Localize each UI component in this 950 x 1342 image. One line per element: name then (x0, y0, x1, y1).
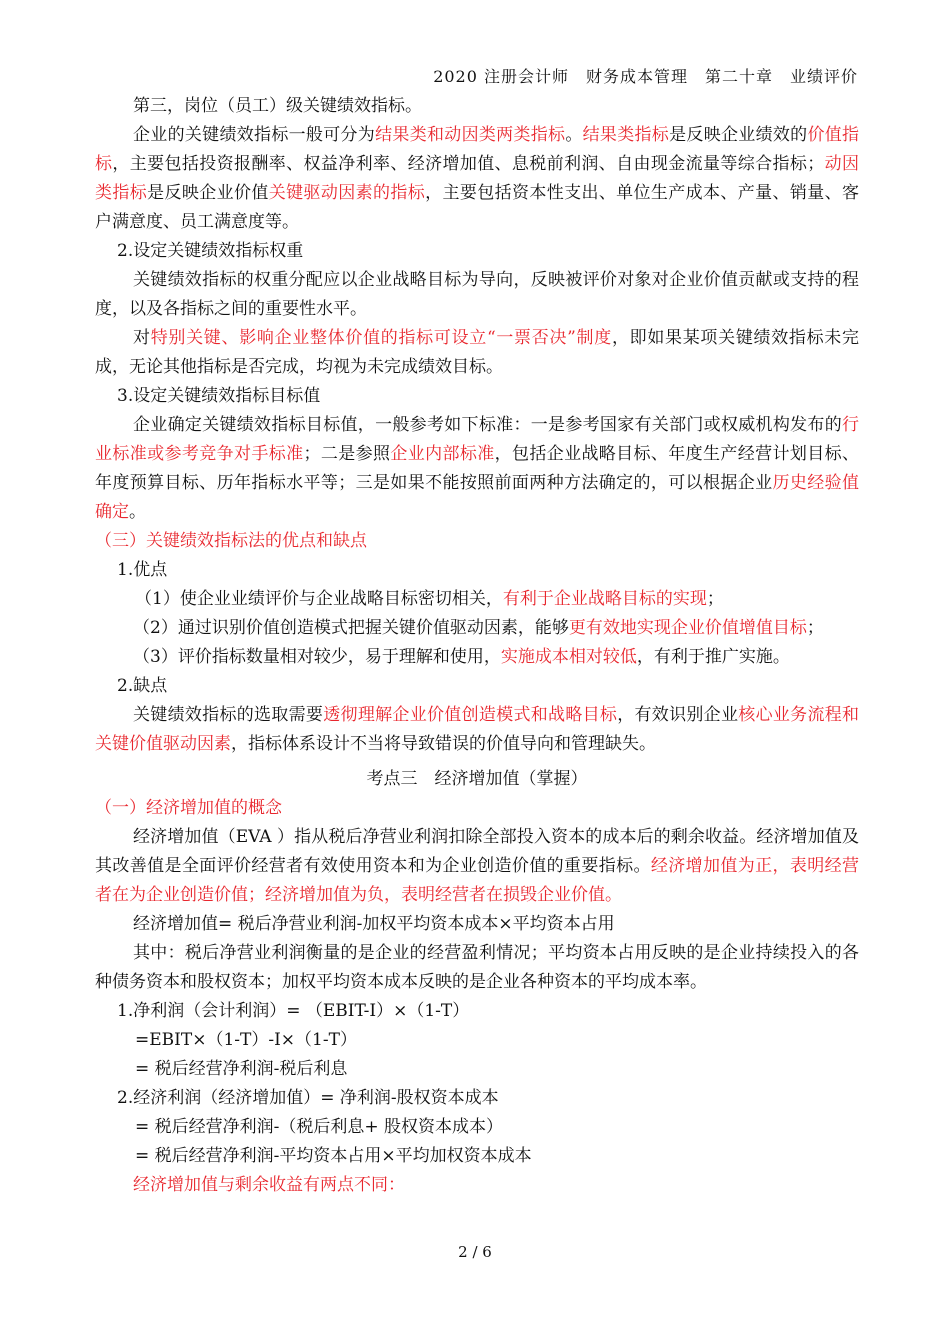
text: ，即如果某项关键绩效指标未完成，无论其他指标是否完成，均视为未完成绩效目标。 (95, 328, 860, 377)
text: ，主要包括资本性支出、单位生产成本、产量、销量、客户满意度、员工满意度等。 (95, 183, 860, 232)
text: 企业的关键绩效指标一般可分为 (133, 125, 376, 145)
text: ，指标体系设计不当将导致错误的价值导向和管理缺失。 (231, 734, 656, 754)
text: 。 (129, 502, 146, 522)
paragraph-disadvantages (95, 701, 859, 759)
highlight-text: 企业内部标准 (390, 444, 495, 464)
formula-eva: 经济增加值= 税后净营业利润-加权平均资本成本×平均资本占用 (133, 914, 615, 934)
subheading-set-target-values: 3.设定关键绩效指标目标值 (117, 386, 321, 406)
text: （2）通过识别价值创造模式把握关键价值驱动因素，能够 (133, 618, 569, 638)
paragraph-veto-rule (95, 324, 859, 382)
text: 是反映企业绩效的 (669, 125, 808, 145)
highlight-text: 有利于企业战略目标的实现 (502, 589, 707, 609)
paragraph-eva-components: 其中：税后净营业利润衡量的是企业的经营盈利情况；平均资本占用反映的是企业持续投入的各种债务资本和股权资本；加权平均资本成本反映的是企业各种资本的平均成本率。 (95, 943, 859, 992)
formula-economic-profit-step-2: = 税后经营净利润-平均资本占用×平均加权资本成本 (135, 1146, 532, 1166)
highlight-text: 经济增加值为正，表明经营者在为企业创造价值；经济增加值为负，表明经营者在损毁企业价值。 (95, 856, 859, 905)
subheading-disadvantages: 2.缺点 (117, 676, 168, 696)
highlight-text: 关键驱动因素的指标 (268, 183, 426, 203)
section-title-eva: 考点三 经济增加值（掌握） (366, 769, 588, 789)
highlight-text: 更有效地实现企业价值增值目标 (568, 618, 807, 638)
text: ； (806, 618, 824, 638)
advantage-item-3 (95, 643, 859, 672)
paragraph-weights: 关键绩效指标的权重分配应以企业战略目标为导向，反映被评价对象对企业价值贡献或支持的程度，以及各指标之间的重要性水平。 (95, 270, 859, 319)
paragraph-eva-definition (95, 823, 859, 910)
formula-economic-profit: 2.经济利润（经济增加值）= 净利润-股权资本成本 (117, 1088, 499, 1108)
section-heading-pros-cons: （三）关键绩效指标法的优点和缺点 (95, 531, 367, 551)
highlight-text: 透彻理解企业价值创造模式和战略目标 (323, 705, 618, 725)
paragraph-post-level-kpi: 第三，岗位（员工）级关键绩效指标。 (133, 96, 422, 116)
document-body (95, 92, 859, 1200)
page-header: 2020 注册会计师 财务成本管理 第二十章 业绩评价 (433, 67, 858, 86)
text: 企业确定关键绩效指标目标值，一般参考如下标准：一是参考国家有关部门或权威机构发布的 (133, 415, 842, 435)
highlight-text: 特别关键、影响企业整体价值的指标可设立“一票否决”制度 (150, 328, 612, 348)
text: ，有利于推广实施。 (636, 647, 790, 667)
text: 是反映企业价值 (147, 183, 269, 203)
highlight-text: 行业标准或参考竞争对手标准 (95, 415, 859, 464)
text: （3）评价指标数量相对较少，易于理解和使用， (133, 647, 501, 667)
subheading-advantages: 1.优点 (117, 560, 168, 580)
text: 。 (565, 125, 583, 145)
formula-economic-profit-step-1: = 税后经营净利润-（税后利息+ 股权资本成本） (135, 1117, 504, 1137)
section-heading-eva-concept: （一）经济增加值的概念 (95, 798, 282, 818)
highlight-text: 结果类指标 (582, 125, 670, 145)
paragraph-kpi-categories (95, 121, 859, 237)
text: 经济增加值（EVA ）指从税后净营业利润扣除全部投入资本的成本后的剩余收益。经济增加值及其改善值是全面评价经营者有效使用资本和为企业创造价值的重要指标。 (95, 827, 859, 876)
text: ，主要包括投资报酬率、权益净利率、经济增加值、息税前利润、自由现金流量等综合指标； (112, 154, 825, 174)
highlight-text: 核心业务流程和关键价值驱动因素 (95, 705, 860, 754)
text: ，有效识别企业 (617, 705, 739, 725)
text: ；二是参照 (303, 444, 391, 464)
text: 关键绩效指标的选取需要 (133, 705, 324, 725)
formula-net-profit-step-2: = 税后经营净利润-税后利息 (135, 1059, 348, 1079)
highlight-text: 实施成本相对较低 (500, 647, 637, 667)
paragraph-eva-vs-residual-income: 经济增加值与剩余收益有两点不同： (133, 1175, 405, 1195)
subheading-set-weights: 2.设定关键绩效指标权重 (117, 241, 304, 261)
formula-net-profit-step-1: =EBIT×（1-T）-I×（1-T） (135, 1030, 357, 1050)
highlight-text: 历史经验值确定 (95, 473, 860, 522)
text: ； (706, 589, 724, 609)
advantage-item-2 (95, 614, 859, 643)
highlight-text: 价值指标 (95, 125, 860, 174)
highlight-text: 动因类指标 (95, 154, 860, 203)
text: （1）使企业业绩评价与企业战略目标密切相关， (135, 589, 503, 609)
advantage-item-1 (95, 585, 859, 614)
highlight-text: 结果类和动因类两类指标 (375, 125, 566, 145)
formula-net-profit: 1.净利润（会计利润）= （EBIT-I）×（1-T） (117, 1001, 470, 1021)
text: ，包括企业战略目标、年度生产经营计划目标、年度预算目标、历年指标水平等；三是如果不能按照前面两种方法确定的，可以根据企业 (95, 444, 860, 493)
paragraph-target-values (95, 411, 859, 527)
text: 对 (133, 328, 151, 348)
page-number: 2 / 6 (458, 1243, 492, 1261)
